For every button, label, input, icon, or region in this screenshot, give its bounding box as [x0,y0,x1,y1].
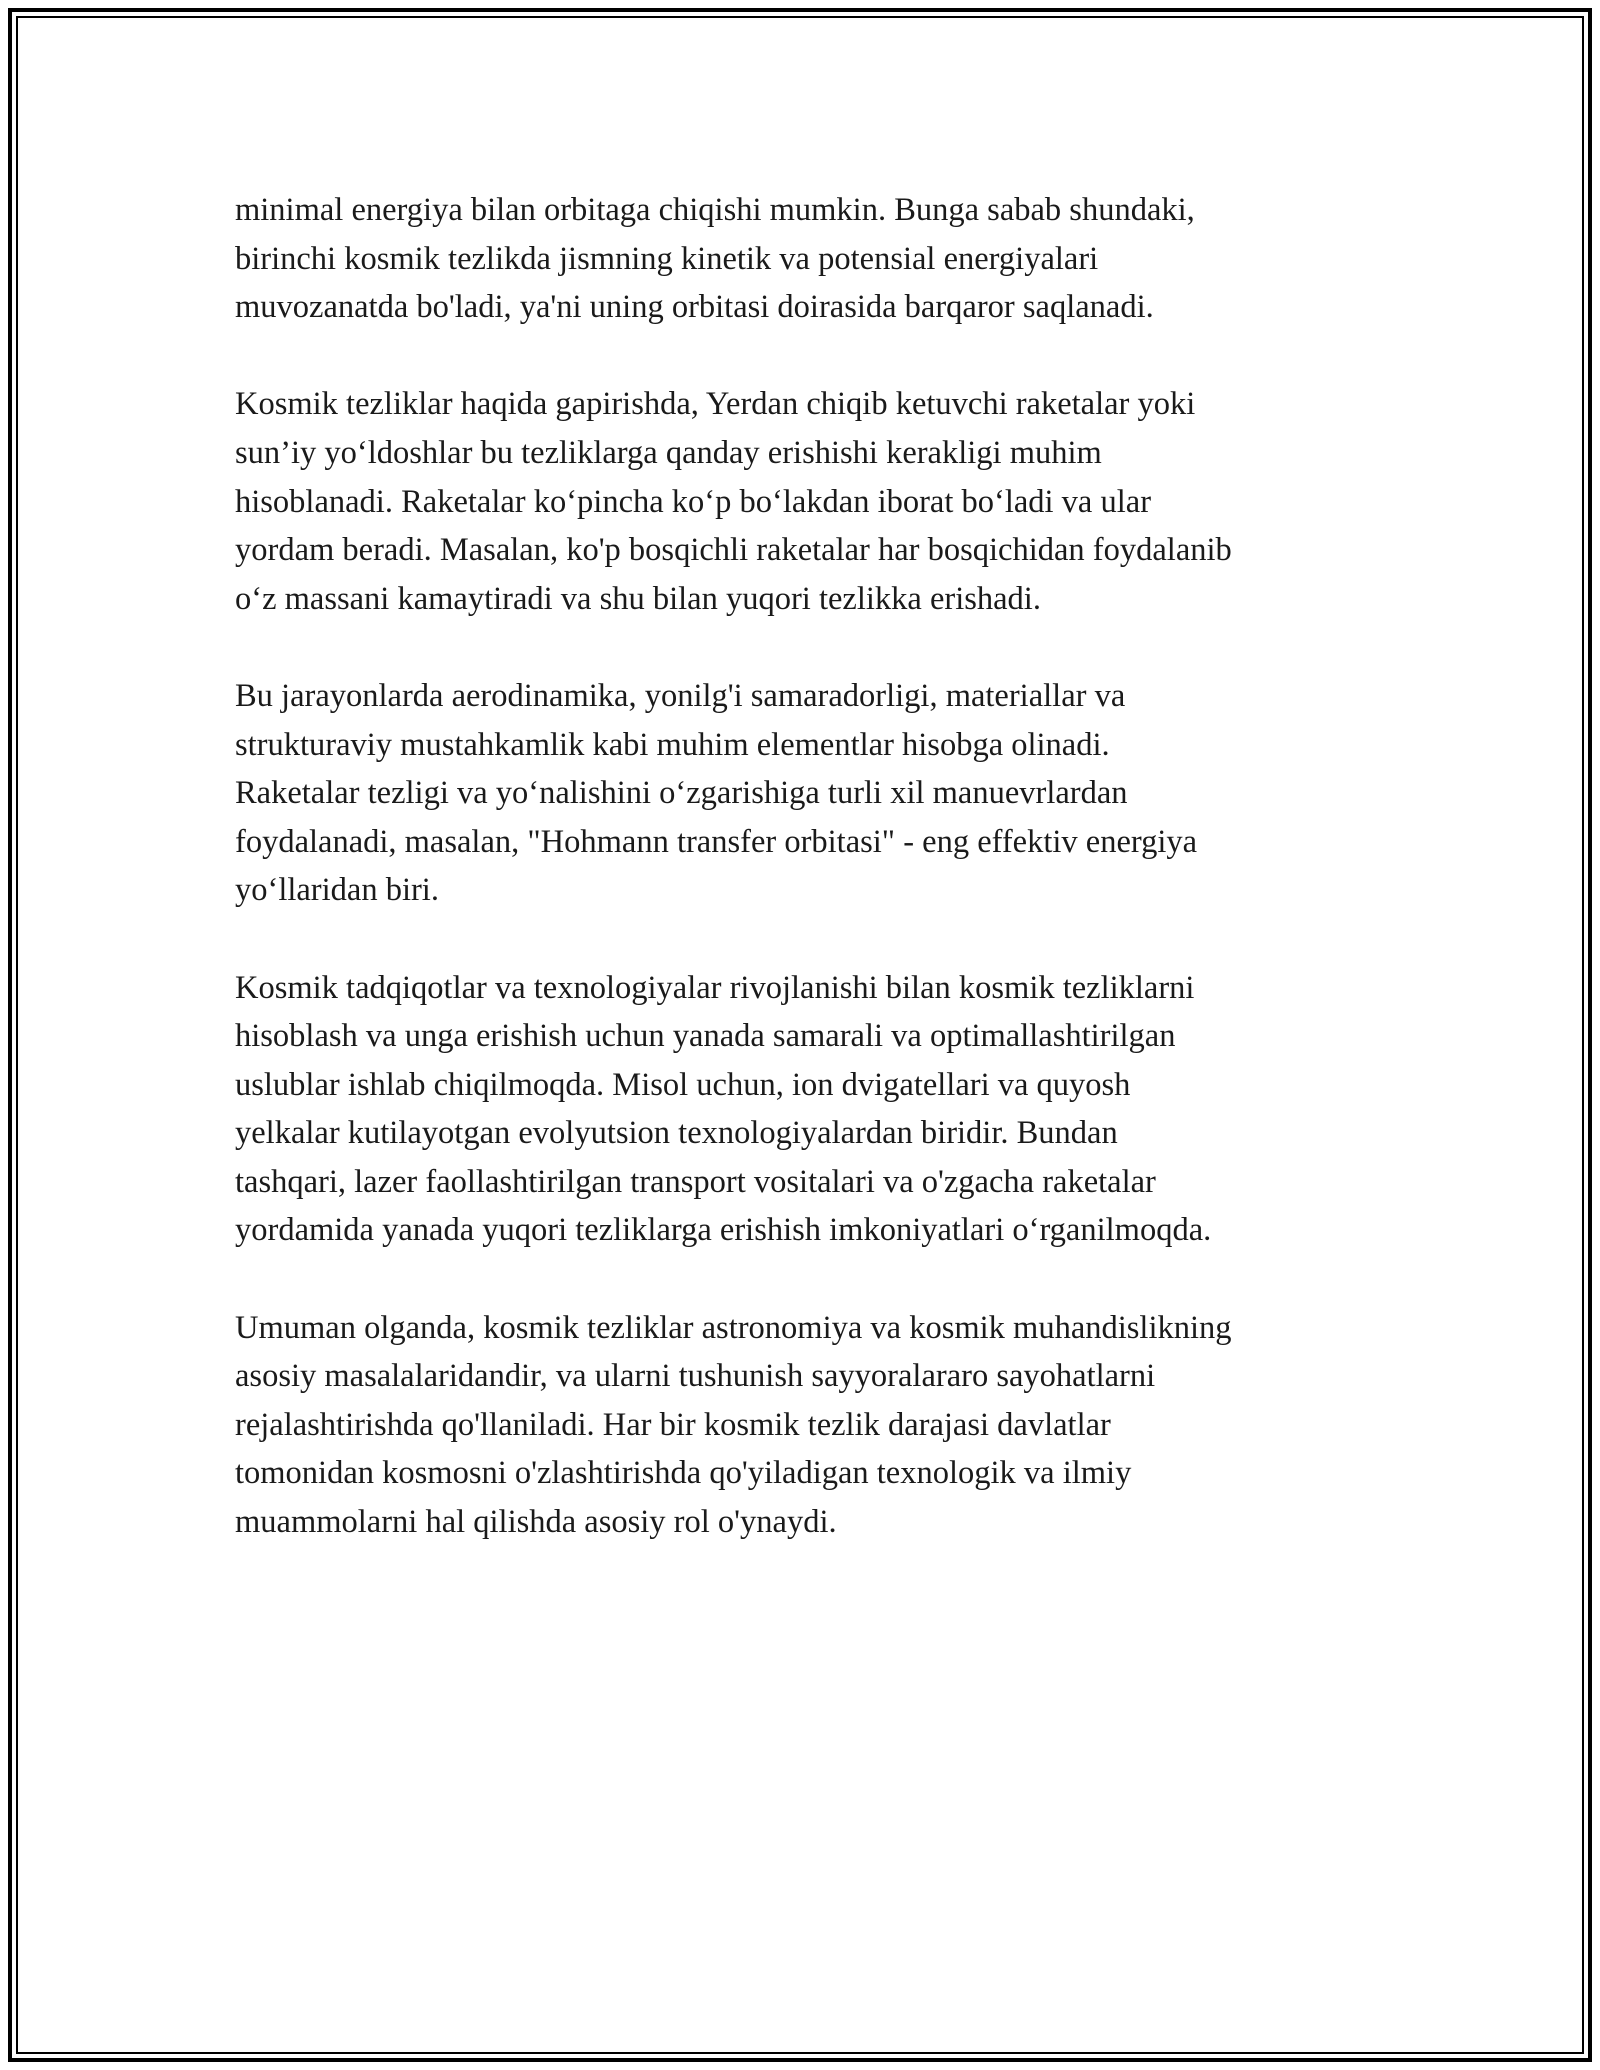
document-body [235,186,1365,1595]
text-line: yordamida yanada yuqori tezliklarga erishish imkoniyatlari o‘rganilmoqda. [235,1212,1212,1249]
text-line: hisoblash va unga erishish uchun yanada samarali va optimallashtirilgan [235,1018,1176,1055]
text-line: yelkalar kutilayotgan evolyutsion texnologiyalardan biridir. Bundan [235,1115,1118,1152]
text-line: uslublar ishlab chiqilmoqda. Misol uchun, ion dvigatellari va quyosh [235,1066,1131,1103]
text-line: sun’iy yo‘ldoshlar bu tezliklarga qanday erishishi kerakligi muhim [235,434,1102,471]
text-line: Kosmik tadqiqotlar va texnologiyalar rivojlanishi bilan kosmik tezliklarni [235,969,1195,1006]
text-line: Kosmik tezliklar haqida gapirishda, Yerdan chiqib ketuvchi raketalar yoki [235,386,1196,423]
text-line: muvozanatda bo'ladi, ya'ni uning orbitasi doirasida barqaror saqlanadi. [235,289,1154,326]
text-line: o‘z massani kamaytiradi va shu bilan yuqori tezlikka erishadi. [235,580,1041,617]
text-line: Raketalar tezligi va yo‘nalishini o‘zgarishiga turli xil manuevrlardan [235,775,1128,812]
paragraph-2 [235,380,1365,623]
text-line: hisoblanadi. Raketalar ko‘pincha ko‘p bo‘lakdan iborat bo‘ladi va ular [235,483,1152,520]
text-line: foydalanadi, masalan, "Hohmann transfer orbitasi" - eng effektiv energiya [235,823,1198,860]
text-line: minimal energiya bilan orbitaga chiqishi mumkin. Bunga sabab shundaki, [235,192,1195,228]
paragraph-4 [235,964,1365,1256]
text-line: tashqari, lazer faollashtirilgan transport vositalari va o'zgacha raketalar [235,1163,1156,1200]
text-line: asosiy masalalaridandir, va ularni tushunish sayyoralararo sayohatlarni [235,1358,1156,1395]
paragraph-5 [235,1304,1365,1547]
text-line: rejalashtirishda qo'llaniladi. Har bir kosmik tezlik darajasi davlatlar [235,1406,1111,1443]
text-line: Bu jarayonlarda aerodinamika, yonilg'i samaradorligi, materiallar va [235,677,1126,714]
paragraph-3 [235,672,1365,915]
paragraph-1 [235,186,1365,332]
text-line: yordam beradi. Masalan, ko'p bosqichli raketalar har bosqichidan foydalanib [235,532,1232,569]
text-line: strukturaviy mustahkamlik kabi muhim elementlar hisobga olinadi. [235,726,1110,763]
text-line: birinchi kosmik tezlikda jismning kinetik va potensial energiyalari [235,240,1099,277]
text-line: tomonidan kosmosni o'zlashtirishda qo'yiladigan texnologik va ilmiy [235,1455,1132,1492]
text-line: yo‘llaridan biri. [235,872,439,909]
text-line: muammolarni hal qilishda asosiy rol o'ynaydi. [235,1504,837,1541]
text-line: Umuman olganda, kosmik tezliklar astronomiya va kosmik muhandislikning [235,1309,1232,1346]
